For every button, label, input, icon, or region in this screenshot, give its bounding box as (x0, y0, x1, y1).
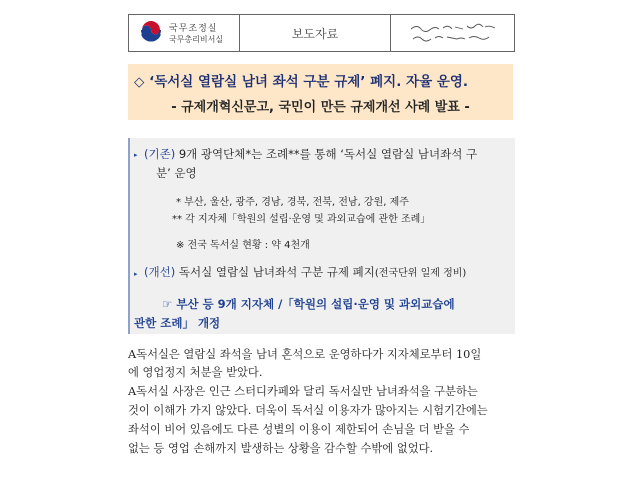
footnote-2: ** 각 지자체「학원의 설립·운영 및 과외교습에 관한 조례」 (172, 214, 431, 225)
doc-type-label: 보도자료 (291, 27, 339, 41)
triangle-bullet-icon: ▸ (134, 151, 138, 159)
doc-type-cell (240, 15, 391, 51)
org-name-secondary: 국무총리비서실 (169, 35, 224, 44)
after-small: (전국단위 일제 정비) (374, 268, 467, 279)
sub-title: - 규제개혁신문고, 국민이 만든 규제개선 사례 발표 - (171, 100, 470, 115)
government-logo-icon (139, 21, 163, 45)
before-text-2: 분’ 운영 (156, 166, 197, 180)
summary-box (128, 138, 515, 334)
body-paragraph-1-line-2: 에 영업정지 처분을 받았다. (128, 366, 263, 379)
before-line-1 (144, 146, 477, 162)
before-text-1: 9개 광역단체*는 조례**를 통해 ‘독서실 열람실 남녀좌석 구 (175, 147, 478, 161)
after-line (144, 264, 466, 280)
main-title: ◇ ‘독서실 열람실 남녀 좌석 구분 규제’ 폐지. 자율 운영. (134, 74, 469, 90)
triangle-bullet-icon: ▸ (134, 270, 138, 278)
body-paragraph-2-line-1: A독서실 사장은 인근 스터디카페와 달리 독서실만 남녀좌석을 구분하는 (128, 385, 478, 398)
body-paragraph-2-line-4: 없는 등 영업 손해까지 발생하는 상황을 감수할 수밖에 없었다. (128, 442, 434, 455)
after-text: 독서실 열람실 남녀좌석 구분 규제 폐지 (175, 265, 375, 279)
org-name: 국무조정실 (169, 24, 218, 34)
slogan-cell (391, 15, 514, 51)
body-paragraph-2-line-3: 좌석이 비어 있음에도 다른 성별의 이용이 제한되어 손님을 더 받을 수 (128, 423, 470, 436)
logo-cell (129, 15, 240, 51)
body-paragraph-2-line-2: 것이 이해가 가지 않았다. 더욱이 독서실 이용자가 많아지는 시험기간에는 (128, 404, 488, 417)
highlight-line-2: 관한 조례」 개정 (134, 316, 221, 330)
footnote-3: ※ 전국 독서실 현황 : 약 4천개 (176, 240, 310, 251)
body-paragraph-1-line-1: A독서실은 열람실 좌석을 남녀 혼석으로 운영하다가 지자체로부터 10일 (128, 348, 482, 361)
header-table (128, 14, 515, 52)
before-label: (기존) (144, 147, 176, 161)
after-label: (개선) (144, 265, 176, 279)
highlight-line-1: ☞ 부산 등 9개 지자체 /「학원의 설립·운영 및 과외교습에 (162, 297, 455, 311)
title-box (128, 64, 513, 120)
footnote-1: * 부산, 울산, 광주, 경남, 경북, 전북, 전남, 강원, 제주 (176, 197, 409, 208)
slogan-handwriting-icon (409, 21, 499, 45)
